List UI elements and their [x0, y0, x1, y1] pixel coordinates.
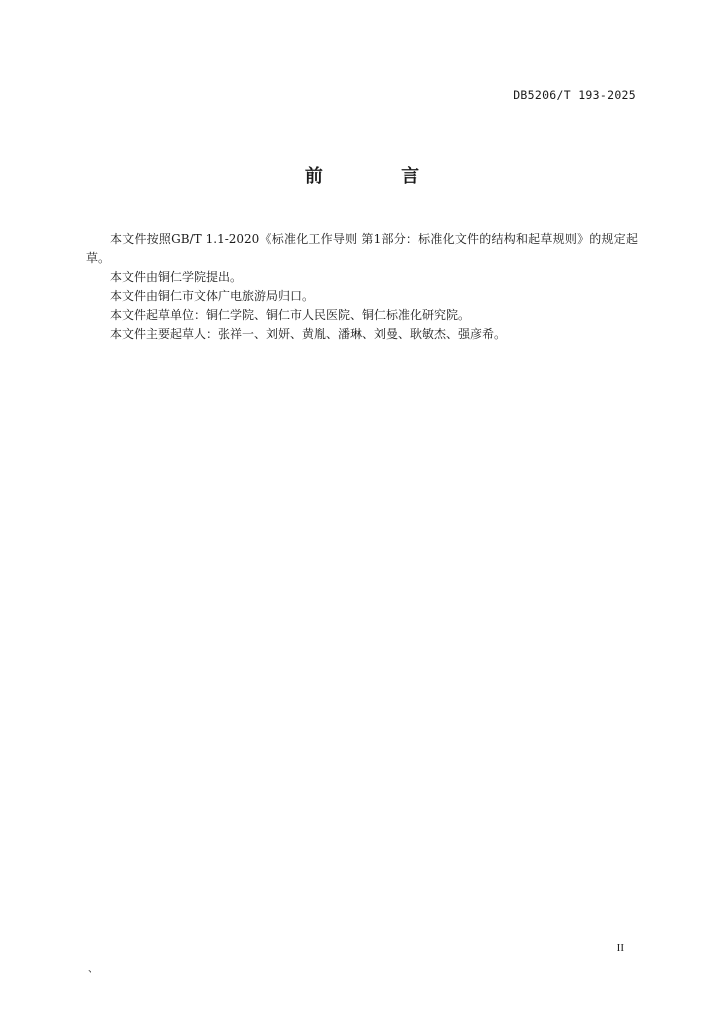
paragraph-drafters: 本文件主要起草人：张祥一、刘妍、黄胤、潘琳、刘曼、耿敏杰、强彦希。: [110, 327, 507, 341]
paragraph-drafting-basis: 本文件按照GB/T 1.1-2020《标准化工作导则 第1部分：标准化文件的结构和起草规则》的规定起草。: [86, 232, 638, 265]
page-title: 前 言: [304, 166, 456, 187]
page-number: II: [616, 942, 624, 954]
stray-mark: 、: [88, 964, 98, 975]
paragraph-proposer: 本文件由铜仁学院提出。: [110, 270, 243, 284]
paragraph-administrator: 本文件由铜仁市文体广电旅游局归口。: [110, 289, 315, 303]
paragraph-drafting-units: 本文件起草单位：铜仁学院、铜仁市人民医院、铜仁标准化研究院。: [110, 308, 471, 322]
foreword-body: [86, 230, 638, 344]
document-code: DB5206/T 193-2025: [513, 88, 636, 102]
